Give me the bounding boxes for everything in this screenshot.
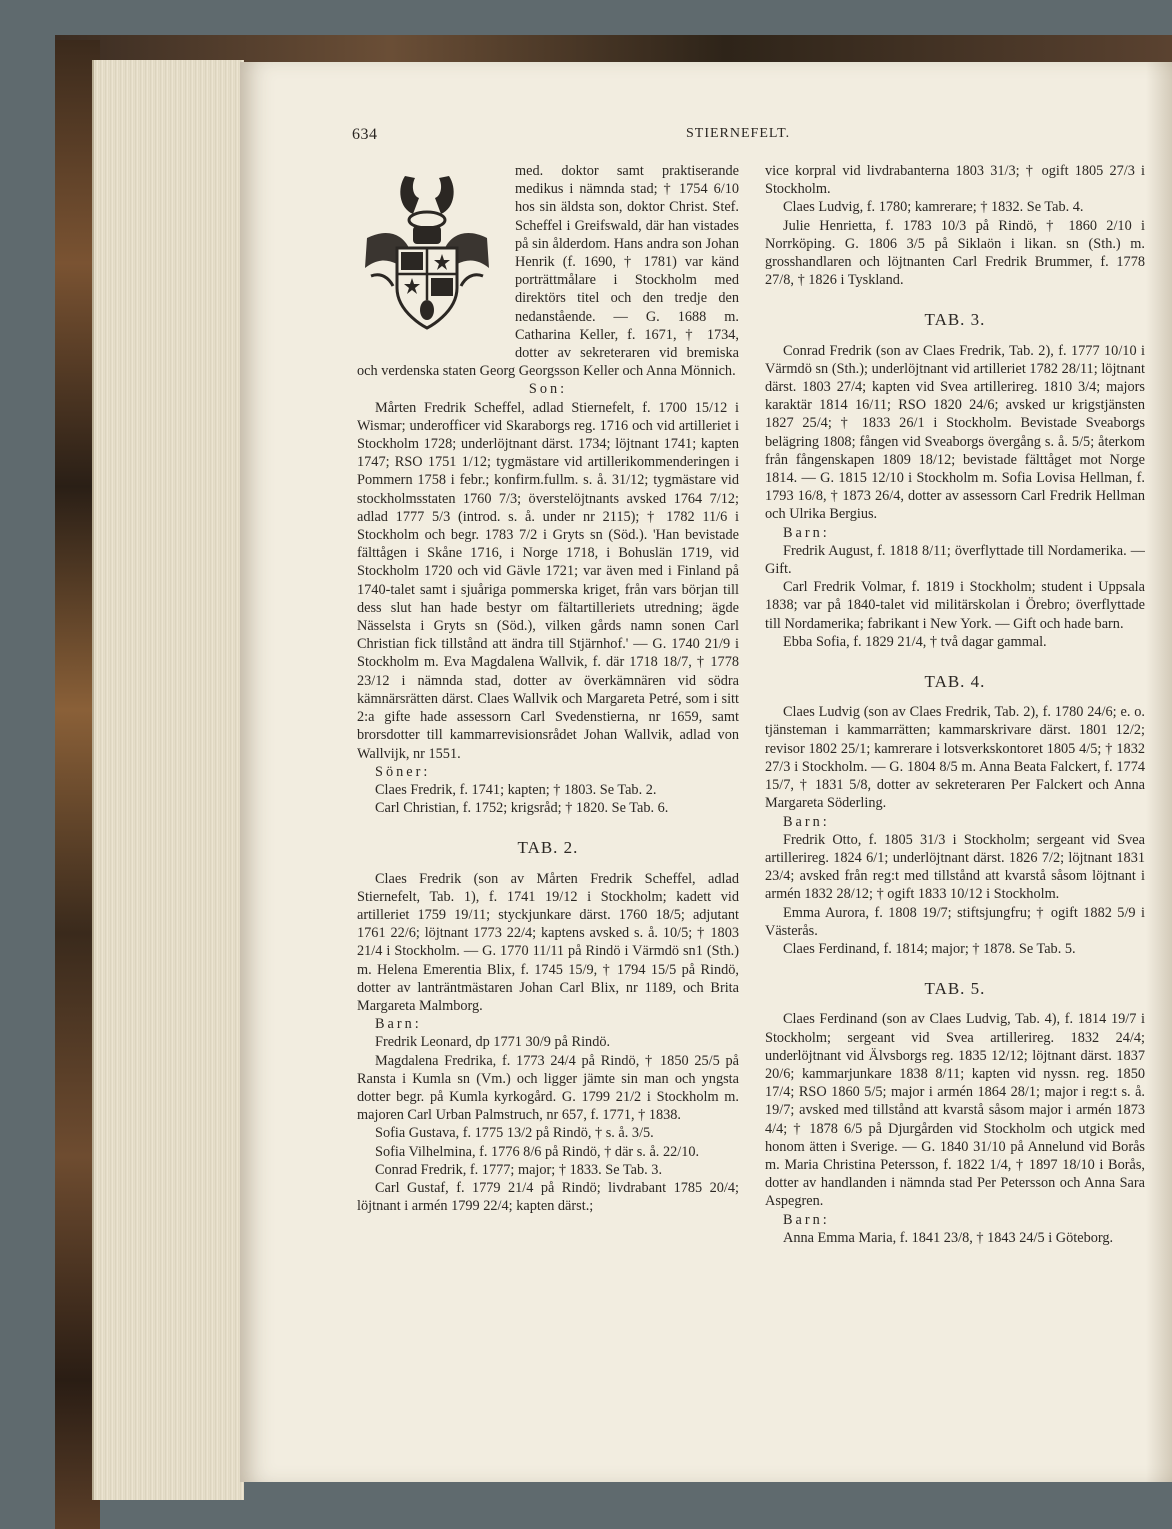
page-gutter — [1146, 62, 1172, 1482]
tab5-heading: TAB. 5. — [924, 979, 986, 999]
coat-of-arms — [357, 168, 507, 348]
list-item: vice korpral vid livdrabanterna 1803 31/3; † ogift 1805 27/3 i Stockholm. — [765, 163, 1145, 198]
page-header — [352, 126, 1142, 146]
running-title: STIERNEFELT. — [686, 126, 791, 141]
list-item: Magdalena Fredrika, f. 1773 24/4 på Rindö, † 1850 25/5 på Ransta i Kumla sn (Vm.) och ligger jämte sin man och yngsta dotter begr. på Kumla kyrkogård. G. 1799 21/2 i Stockholm m. majoren Carl Urban Palmstruch, nr 657, f. 1771, † 1838. — [357, 1052, 739, 1124]
list-item: Fredrik August, f. 1818 8/11; överflyttade till Nordamerika. — Gift. — [765, 542, 1145, 578]
right-column — [765, 162, 1145, 1247]
list-item: Claes Ferdinand, f. 1814; major; † 1878. Se Tab. 5. — [783, 940, 1076, 957]
barn-label: Barn: — [783, 1211, 830, 1228]
tab5-paragraph: Claes Ferdinand (son av Claes Ludvig, Tab. 4), f. 1814 19/7 i Stockholm; sergeant vid Svea artillerireg. 1832 24/4; underlöjtnant vid Älvsborgs reg. 1835 12/12; löjtnant därst. 1837 20/6; kammarjunkare 1838 8/11; kapten vid nyssn. reg. 1850 17/4; RSO 1860 5/5; major i armén 1864 28/1; major i reg:t s. å. 19/7; avsked med tillstånd att kvarstå såsom major i armén 1873 4/4; † 1878 6/5 på Djurgården vid Stockholm och utgick med honom ätten i Sverige. — G. 1840 31/10 på Annelund vid Borås m. Maria Christina Petersson, f. 1822 1/4, † 1897 18/10 i Borås, dotter av handlanden i nämnda stad Per Petersson och Anna Sara Aspegren. — [765, 1011, 1145, 1210]
left-column — [357, 162, 739, 1215]
list-item: Julie Henrietta, f. 1783 10/3 på Rindö, † 1860 2/10 i Norrköping. G. 1806 3/5 på Siklaön i likan. sn (Sth.) m. grosshandlaren och löjtnanten Carl Fredrik Brummer, f. 1778 27/8, † 1826 i Tyskland. — [765, 217, 1145, 289]
list-item: Conrad Fredrik, f. 1777; major; † 1833. Se Tab. 3. — [375, 1161, 663, 1178]
list-item: Sofia Gustava, f. 1775 13/2 på Rindö, † s. å. 3/5. — [375, 1125, 654, 1142]
page-edges — [92, 60, 244, 1500]
list-item: Fredrik Otto, f. 1805 31/3 i Stockholm; sergeant vid Svea artillerireg. 1824 6/1; underlöjtnant därst. 1826 7/2; löjtnant 1831 23/4; avsked från reg:t med tillstånd att kvarstå såsom löjtnant i armén 1832 28/12; † ogift 1833 10/12 i Stockholm. — [765, 831, 1145, 903]
page-number: 634 — [352, 126, 378, 143]
barn-label: Barn: — [375, 1016, 422, 1033]
barn-label: Barn: — [783, 813, 830, 830]
tab4-paragraph: Claes Ludvig (son av Claes Fredrik, Tab. 2), f. 1780 24/6; e. o. tjänsteman i kammarrätten; kammarskrivare därst. 1801 12/2; revisor 1802 25/1; kamrerare i lotsverkskontoret 1805 4/5; † 1832 27/3 i Stockholm. — G. 1804 8/5 m. Anna Beata Falckert, f. 1774 15/7, † 1831 5/8, dotter av sekreteraren Per Falckert och Anna Margareta Söderling. — [765, 704, 1145, 812]
list-item: Sofia Vilhelmina, f. 1776 8/6 på Rindö, † där s. å. 22/10. — [375, 1143, 700, 1160]
list-item: Anna Emma Maria, f. 1841 23/8, † 1843 24/5 i Göteborg. — [783, 1229, 1114, 1246]
list-item: Claes Fredrik, f. 1741; kapten; † 1803. Se Tab. 2. — [375, 781, 657, 798]
list-item: Carl Christian, f. 1752; krigsråd; † 1820. Se Tab. 6. — [375, 800, 669, 817]
tab2-heading: TAB. 2. — [517, 838, 579, 858]
list-item: Fredrik Leonard, dp 1771 30/9 på Rindö. — [375, 1034, 611, 1051]
coat-of-arms-icon — [357, 168, 497, 338]
list-item: Claes Ludvig, f. 1780; kamrerare; † 1832. Se Tab. 4. — [783, 199, 1084, 216]
tab3-paragraph: Conrad Fredrik (son av Claes Fredrik, Tab. 2), f. 1777 10/10 i Värmdö sn (Sth.); underlöjtnant vid artilleriet 1782 28/11; löjtnant därst. 1803 27/4; kapten vid Svea artillerireg. 1810 3/4; majors karaktär 1814 16/11; RSO 1820 24/6; avsked ur krigstjänsten 1827 25/4; † 1833 26/1 i Stockholm. Bevistade Sveaborgs belägring 1808; fången vid Sveaborgs övergång s. å. 5/5; återkom från fångenskapen 1809 18/12; bevistade fälttåget mot Norge 1814. — G. 1815 12/10 i Stockholm m. Sofia Lovisa Hellman, f. 1793 16/8, † 1873 26/4, dotter av assessorn Carl Fredrik Hellman och Ulrika Bergius. — [765, 342, 1145, 523]
barn-label: Barn: — [783, 524, 830, 541]
soner-label: Söner: — [375, 763, 431, 780]
list-item: Carl Gustaf, f. 1779 21/4 på Rindö; livdrabant 1785 20/4; löjtnant i armén 1799 22/4; kapten därst.; — [357, 1179, 739, 1215]
tab4-heading: TAB. 4. — [924, 672, 986, 692]
marten-paragraph: Mårten Fredrik Scheffel, adlad Stiernefelt, f. 1700 15/12 i Wismar; underofficer vid Skaraborgs reg. 1716 och vid artilleriet i Stockholm 1728; underlöjtnant därst. 1734; löjtnant 1741; kapten 1747; RSO 1751 1/12; tygmästare vid artillerikommenderingen i Pommern 1758 i febr.; konfirm.fullm. s. å. 31/12; tygmästare vid stockholmsstaten 1760 7/3; överstelöjtnants avsked 1764 7/12; adlad 1777 5/3 (introd. s. å. under nr 2115); † 1782 11/6 i Stockholm och begr. 1783 7/2 i Gryts sn (Söd.). 'Han bevistade fälttågen i Skåne 1716, i Norge 1718, i Bohuslän 1719, vid Stockholm 1720 och vid Gävle 1721; var även med i Finland på 1740-talet samt i sjuåriga pommerska kriget, från vars början till dess slut han hade bestyr om fältartilleriets utredning; ägde Nässelsta i Gryts sn (Söd.), vilken gårds namn sonen Carl Christian fick tillstånd att ändra till Stjärnhof.' — G. 1740 21/9 i Stockholm m. Eva Magdalena Wallvik, f. där 1718 18/7, † 1778 23/12 i nämnda stad, dotter av överkämnären vid södra kämnärsrätten därst. Claes Wallvik och Margareta Petré, som i sitt 2:a gifte hade assessorn Carl Svedenstierna, nr 1659, samt brorsdotter till kammarrevisionsrådet Johan Wallvik, adlad von Wallvijk, nr 1551. — [357, 399, 739, 762]
intro-paragraph: med. doktor samt praktiserande medikus i nämnda stad; † 1754 6/10 hos sin äldsta son, doktor Christ. Stef. Scheffel i Greifswald, där han vistades på sin ålderdom. Hans andra son Johan Henrik (f. 1690, † 1781) var känd porträttmålare i Stockholm med direktörs titel och den tredje den nedanstående. — G. 1688 m. Catharina Keller, f. 1671, † 1734, dotter av sekreteraren vid bremiska och verdenska staten Georg Georgsson Keller och Anna Mönnich. — [357, 163, 739, 380]
tab3-heading: TAB. 3. — [924, 310, 986, 330]
list-item: Carl Fredrik Volmar, f. 1819 i Stockholm; student i Uppsala 1838; var på 1840-talet vid militärskolan i Örebro; överflyttade till Nordamerika; fabrikant i New York. — Gift och hade barn. — [765, 579, 1145, 632]
list-item: Emma Aurora, f. 1808 19/7; stiftsjungfru; † ogift 1882 5/9 i Västerås. — [765, 904, 1145, 939]
tab2-paragraph: Claes Fredrik (son av Mårten Fredrik Scheffel, adlad Stiernefelt, Tab. 1), f. 1741 19/12 i Stockholm; kadett vid artilleriet 1759 19/11; styckjunkare därst. 1760 18/5; adjutant 1761 22/6; löjtnant 1773 22/4; kaptens avsked s. å. 10/5; † 1803 21/4 i Stockholm. — G. 1770 11/11 på Rindö i Värmdö sn1 (Sth.) m. Helena Emerentia Blix, f. 1745 15/9, † 1794 15/5 på Rindö, dotter av lanträntmästaren Johan Carl Blix, nr 1189, och Brita Margareta Malmborg. — [357, 870, 739, 1014]
list-item: Ebba Sofia, f. 1829 21/4, † två dagar gammal. — [783, 633, 1047, 650]
son-label: Son: — [528, 381, 568, 398]
